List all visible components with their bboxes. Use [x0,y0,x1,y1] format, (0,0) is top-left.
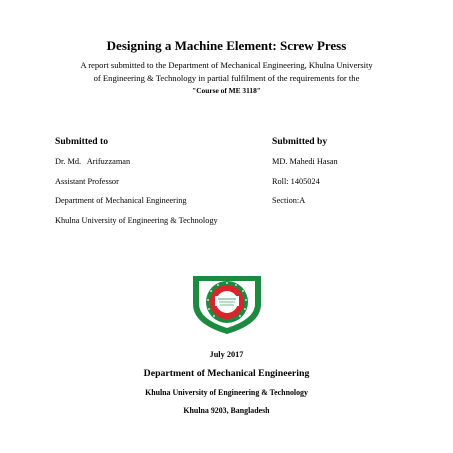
course-name: "Course of ME 3118" [192,86,261,95]
supervisor-university: Khulna University of Engineering & Technology [55,215,218,225]
supervisor-name: Dr. Md. Arifuzzaman [55,157,131,166]
university-logo [189,274,265,336]
report-description [0,59,453,85]
footer-location: Khulna 9203, Bangladesh [183,406,270,415]
submitted-to-heading: Submitted to [55,136,109,147]
submitted-by-heading: Submitted by [272,136,328,147]
submitted-by-block [272,136,338,215]
supervisor-department: Department of Mechanical Engineering [55,196,187,205]
student-section: Section:A [272,196,306,205]
report-date: July 2017 [209,350,244,359]
submitted-to-block [55,136,218,234]
footer-university: Khulna University of Engineering & Technology [145,388,308,397]
report-description-line-2: of Engineering & Technology in partial fulfilment of the requirements for the [93,73,360,83]
footer-department: Department of Mechanical Engineering [143,368,310,379]
student-name: MD. Mahedi Hasan [272,157,338,166]
student-roll: Roll: 1405024 [272,176,320,186]
report-title: Designing a Machine Element: Screw Press [106,38,347,53]
supervisor-title: Assistant Professor [55,176,119,186]
logo-center-band [215,296,239,306]
report-description-line-1: A report submitted to the Department of Mechanical Engineering, Khulna University [80,60,373,70]
